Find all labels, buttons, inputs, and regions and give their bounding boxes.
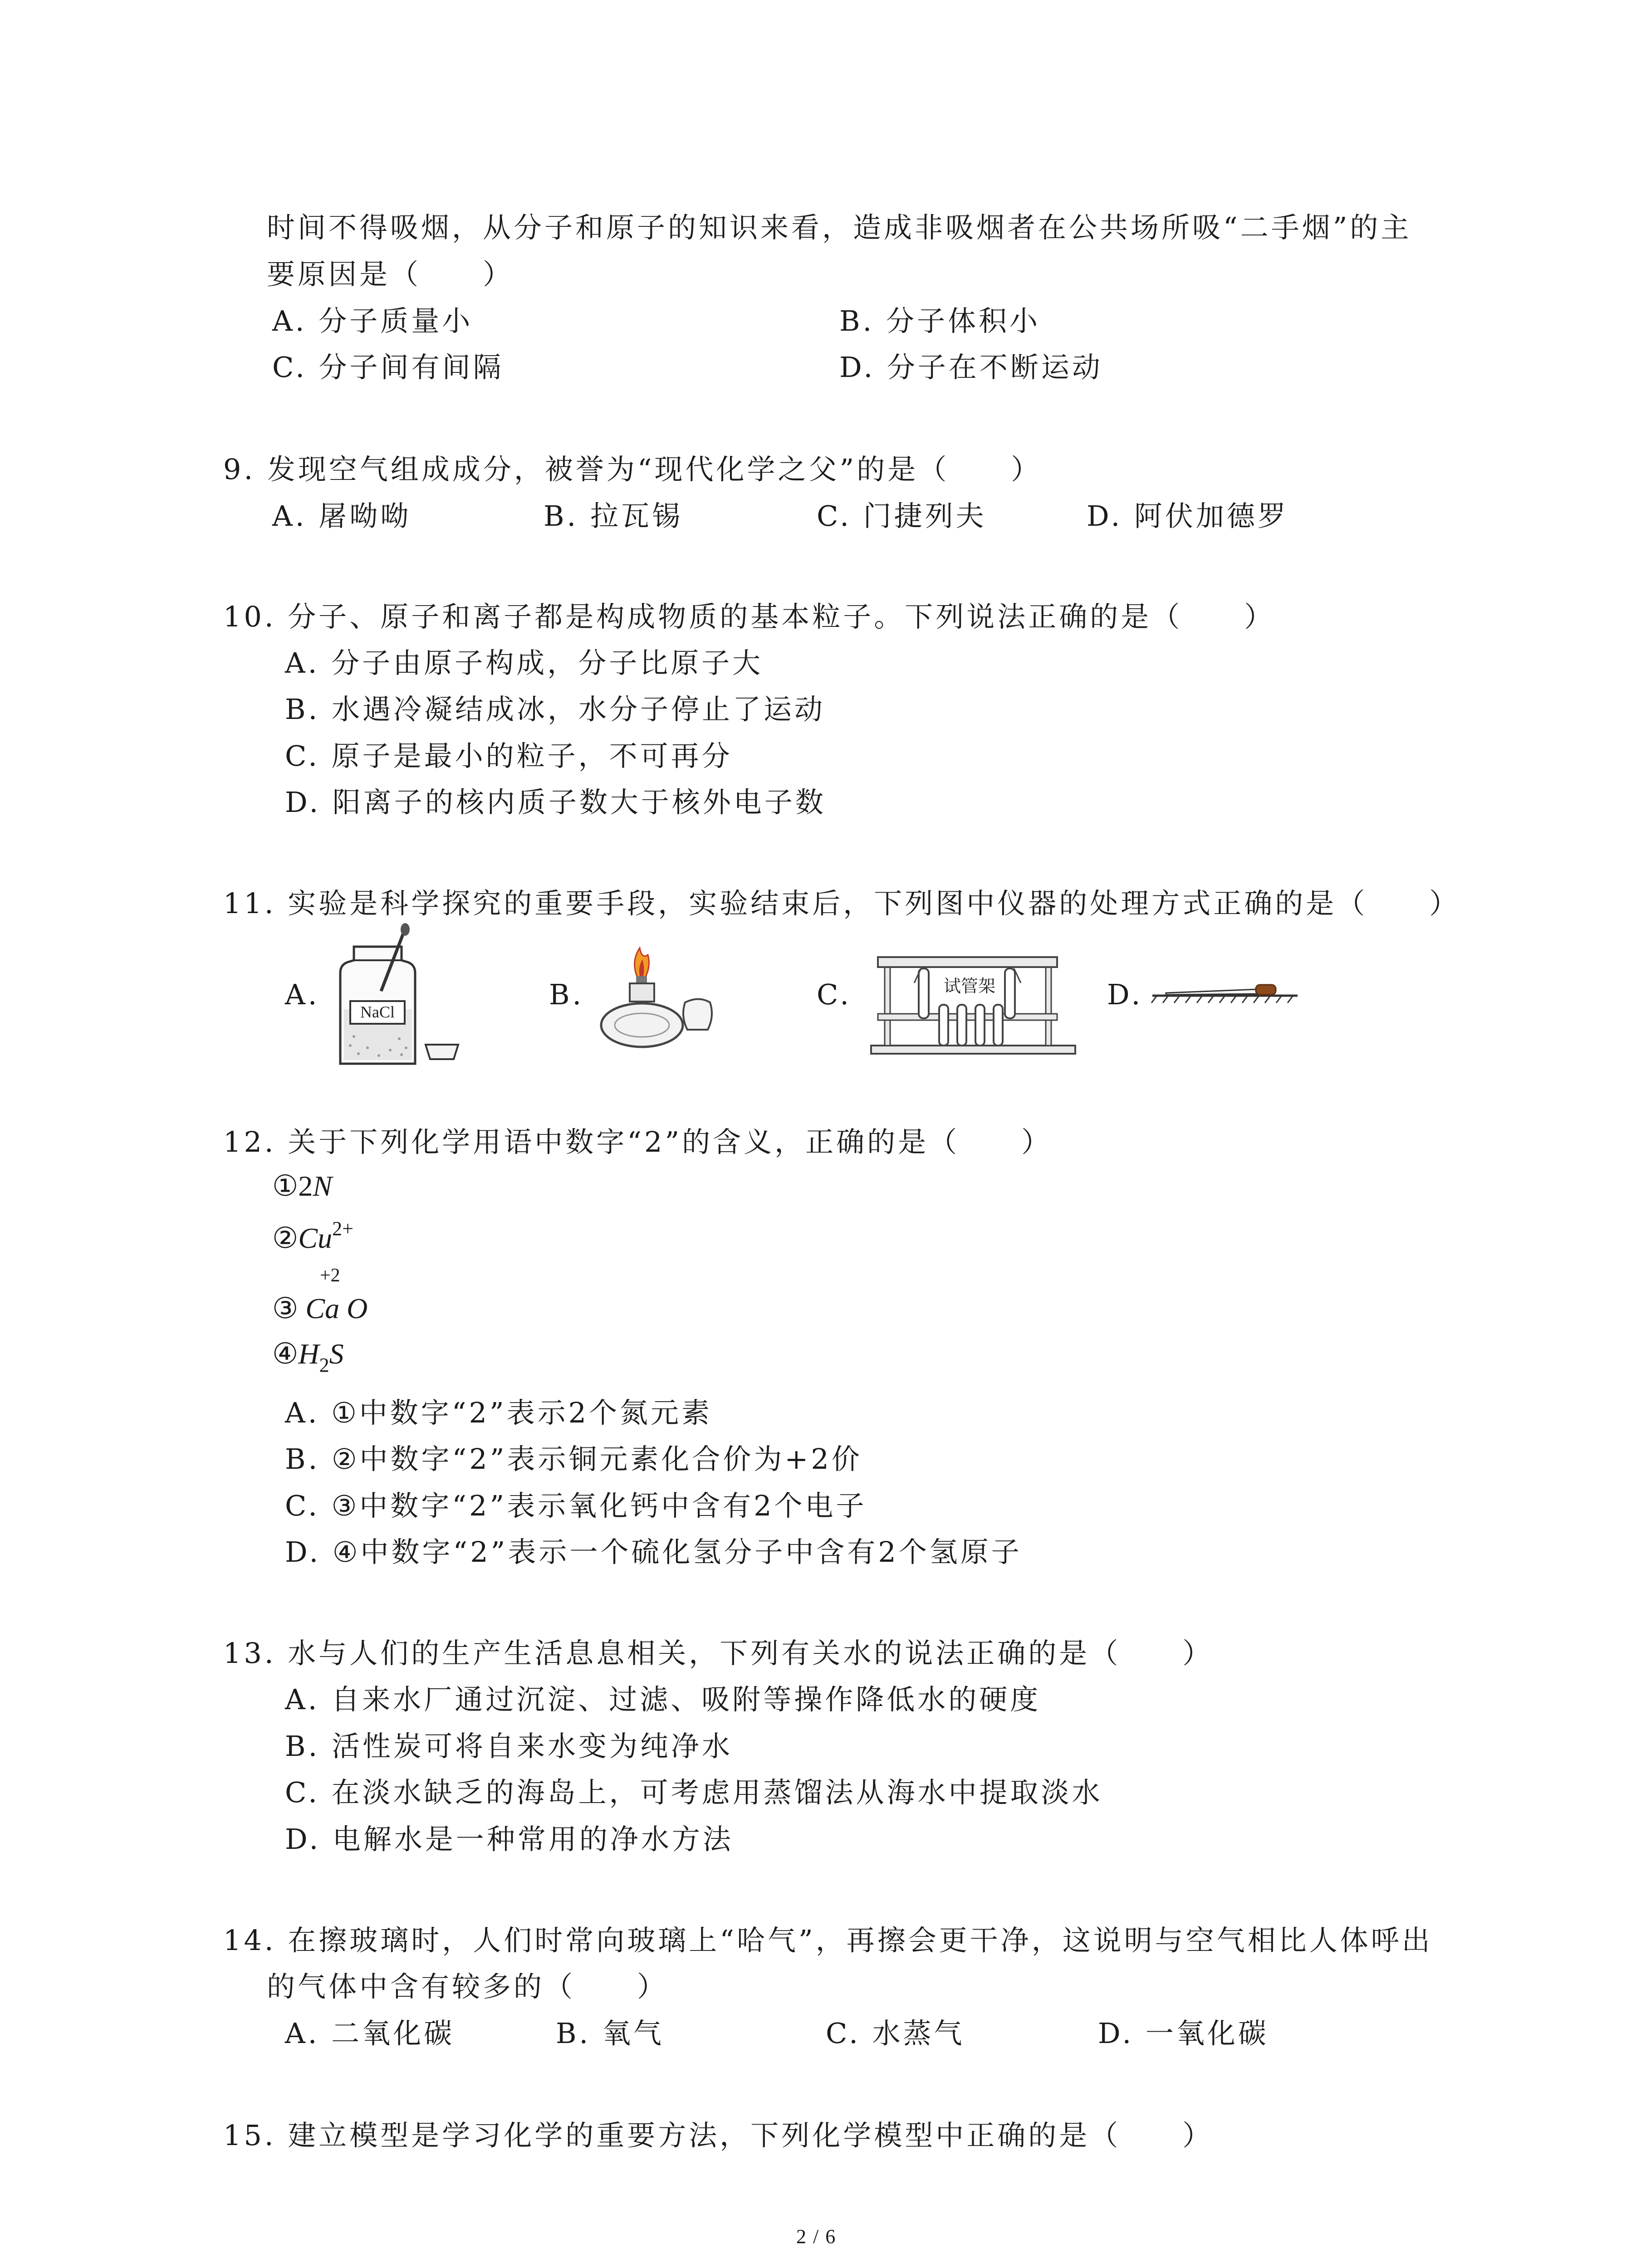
q11-option-d-letter[interactable]: D. [1107, 978, 1143, 1011]
q12-option-d[interactable]: D. ④中数字“2”表示一个硫化氢分子中含有2个氢原子 [285, 1535, 1022, 1569]
q14-option-d[interactable]: D. 一氧化碳 [1098, 2017, 1269, 2050]
q10-option-c[interactable]: C. 原子是最小的粒子，不可再分 [285, 739, 733, 772]
element-symbol: H [298, 1338, 319, 1370]
element-symbol: S [329, 1338, 344, 1370]
q9-option-a[interactable]: A. 屠呦呦 [272, 499, 411, 533]
q8-stem-line2: 要原因是（ ） [267, 258, 514, 291]
q13-option-a[interactable]: A. 自来水厂通过沉淀、过滤、吸附等操作降低水的硬度 [285, 1683, 1041, 1716]
q12-item-3-valence: +2 [320, 1265, 340, 1286]
q11-stem: 11. 实验是科学探究的重要手段，实验结束后，下列图中仪器的处理方式正确的是（ ） [223, 887, 1460, 920]
q8-option-a[interactable]: A. 分子质量小 [272, 304, 473, 337]
q12-item-3 [272, 1290, 367, 1327]
item-number-2: ② [272, 1222, 299, 1254]
element-symbol: Ca [305, 1292, 340, 1325]
q12-option-b[interactable]: B. ②中数字“2”表示铜元素化合价为+2价 [285, 1442, 862, 1476]
element-symbol: N [313, 1170, 333, 1202]
q12-item-1 [272, 1168, 332, 1204]
q11-figure-b-alcohol-lamp [594, 939, 721, 1066]
subscript: 2 [319, 1354, 329, 1376]
q8-option-b[interactable]: B. 分子体积小 [839, 304, 1040, 337]
q9-option-d[interactable]: D. 阿伏加德罗 [1087, 499, 1288, 533]
q14-option-a[interactable]: A. 二氧化碳 [285, 2017, 455, 2050]
q11-option-a-letter[interactable]: A. [285, 978, 320, 1011]
q12-item-2 [272, 1217, 353, 1260]
q14-option-b[interactable]: B. 氧气 [556, 2017, 664, 2050]
q15-stem: 15. 建立模型是学习化学的重要方法，下列化学模型中正确的是（ ） [223, 2119, 1214, 2152]
ion-charge: 2+ [332, 1217, 353, 1240]
q14-stem-line1: 14. 在擦玻璃时，人们时常向玻璃上“哈气”，再擦会更干净，这说明与空气相比人体呼出 [223, 1924, 1433, 1957]
q8-stem-line1: 时间不得吸烟，从分子和原子的知识来看，造成非吸烟者在公共场所吸“二手烟”的主 [267, 211, 1412, 244]
q11-option-c-letter[interactable]: C. [817, 978, 852, 1011]
q11-rack-label: 试管架 [943, 976, 996, 996]
item-number-1: ① [272, 1170, 299, 1202]
q11-figure-a-reagent-bottle [322, 923, 467, 1073]
q13-stem: 13. 水与人们的生产生活息息相关，下列有关水的说法正确的是（ ） [223, 1637, 1214, 1670]
item-number-3: ③ [272, 1292, 299, 1325]
q10-option-a[interactable]: A. 分子由原子构成，分子比原子大 [285, 646, 764, 679]
q12-item-4 [272, 1336, 344, 1375]
q11-figure-d-test-tube-on-table [1148, 973, 1302, 1014]
q8-option-c[interactable]: C. 分子间有间隔 [272, 351, 504, 384]
q10-option-b[interactable]: B. 水遇冷凝结成冰，水分子停止了运动 [285, 693, 825, 726]
q11-figure-c-test-tube-rack [864, 941, 1082, 1064]
element-symbol: O [347, 1292, 368, 1325]
q9-option-b[interactable]: B. 拉瓦锡 [544, 499, 683, 533]
q14-stem-line2: 的气体中含有较多的（ ） [267, 1970, 668, 2003]
q13-option-b[interactable]: B. 活性炭可将自来水变为纯净水 [285, 1730, 733, 1763]
q10-option-d[interactable]: D. 阳离子的核内质子数大于核外电子数 [285, 786, 826, 819]
q13-option-d[interactable]: D. 电解水是一种常用的净水方法 [285, 1823, 734, 1856]
item-number-4: ④ [272, 1338, 299, 1370]
q9-option-c[interactable]: C. 门捷列夫 [817, 499, 987, 533]
q10-stem: 10. 分子、原子和离子都是构成物质的基本粒子。下列说法正确的是（ ） [223, 600, 1275, 633]
q9-stem: 9. 发现空气组成成分，被誉为“现代化学之父”的是（ ） [223, 453, 1042, 486]
element-symbol: Cu [298, 1222, 333, 1254]
q12-option-a[interactable]: A. ①中数字“2”表示2个氮元素 [285, 1396, 713, 1429]
q8-option-d[interactable]: D. 分子在不断运动 [839, 351, 1103, 384]
q11-option-b-letter[interactable]: B. [549, 978, 584, 1011]
coefficient: 2 [298, 1170, 313, 1202]
q12-option-c[interactable]: C. ③中数字“2”表示氧化钙中含有2个电子 [285, 1489, 867, 1522]
q12-stem: 12. 关于下列化学用语中数字“2”的含义，正确的是（ ） [223, 1125, 1053, 1158]
q13-option-c[interactable]: C. 在淡水缺乏的海岛上，可考虑用蒸馏法从海水中提取淡水 [285, 1776, 1103, 1809]
page-number: 2 / 6 [796, 2225, 837, 2248]
q11-nacl-label: NaCl [360, 1003, 395, 1021]
q14-option-c[interactable]: C. 水蒸气 [826, 2017, 965, 2050]
